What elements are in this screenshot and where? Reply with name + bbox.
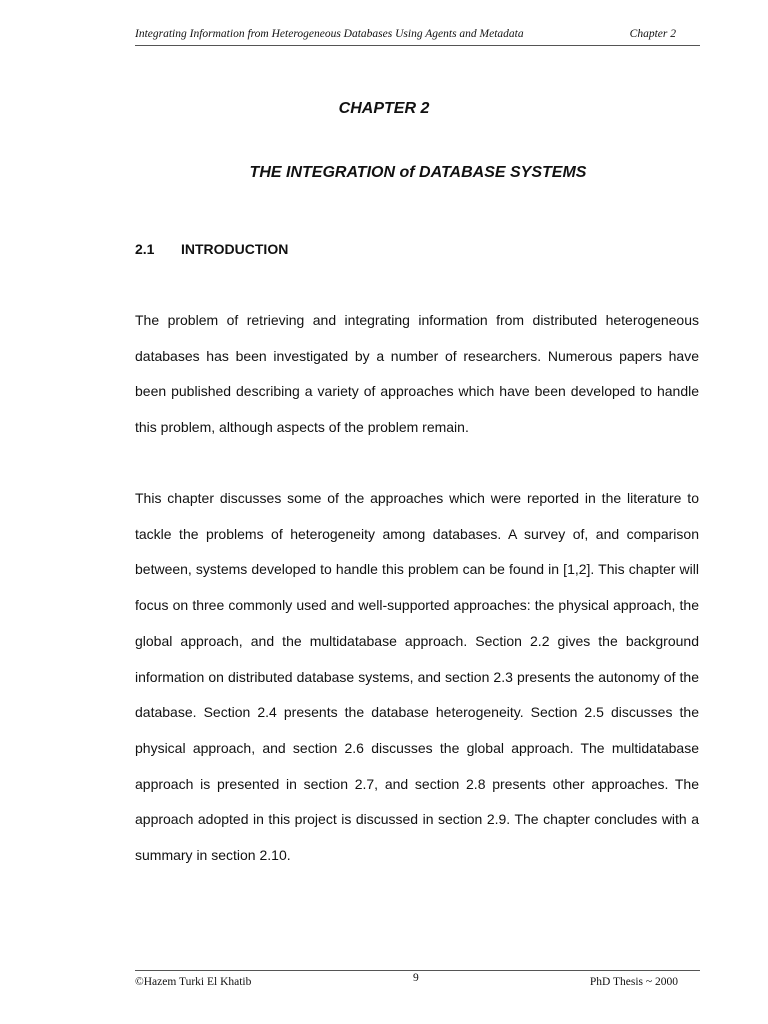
footer-author: ©Hazem Turki El Khatib: [135, 976, 252, 988]
section-number: 2.1: [135, 241, 155, 257]
section-title: INTRODUCTION: [181, 241, 289, 257]
chapter-label: CHAPTER 2: [338, 100, 430, 117]
page-footer: [135, 970, 700, 995]
paragraph: The problem of retrieving and integrating information from distributed heterogeneous databases has been investigated by a number of researchers. Numerous papers have been published describing a variety of approaches which have been developed to handle this problem, although aspects of the problem remain.: [135, 312, 699, 436]
section-heading: [135, 241, 288, 257]
page-number: 9: [413, 972, 419, 984]
header-title: Integrating Information from Heterogeneous Databases Using Agents and Metadata: [135, 28, 524, 40]
header-chapter: Chapter 2: [629, 28, 676, 40]
footer-thesis: PhD Thesis ~ 2000: [589, 976, 678, 988]
chapter-title: THE INTEGRATION of DATABASE SYSTEMS: [249, 164, 587, 181]
page-header: [135, 27, 700, 46]
paragraph: This chapter discusses some of the approaches which were reported in the literature to tackle the problems of heterogeneity among databases. A survey of, and comparison between, systems developed to handle this problem can be found in [1,2]. This chapter will focus on three commonly used and well-supported approaches: the physical approach, the global approach, and the multidatabase approach. Section 2.2 gives the background information on distributed database systems, and section 2.3 presents the autonomy of the database. Section 2.4 presents the database heterogeneity. Section 2.5 discusses the physical approach, and section 2.6 discusses the global approach. The multidatabase approach is presented in section 2.7, and section 2.8 presents other approaches. The approach adopted in this project is discussed in section 2.9. The chapter concludes with a summary in section 2.10.: [135, 490, 699, 864]
